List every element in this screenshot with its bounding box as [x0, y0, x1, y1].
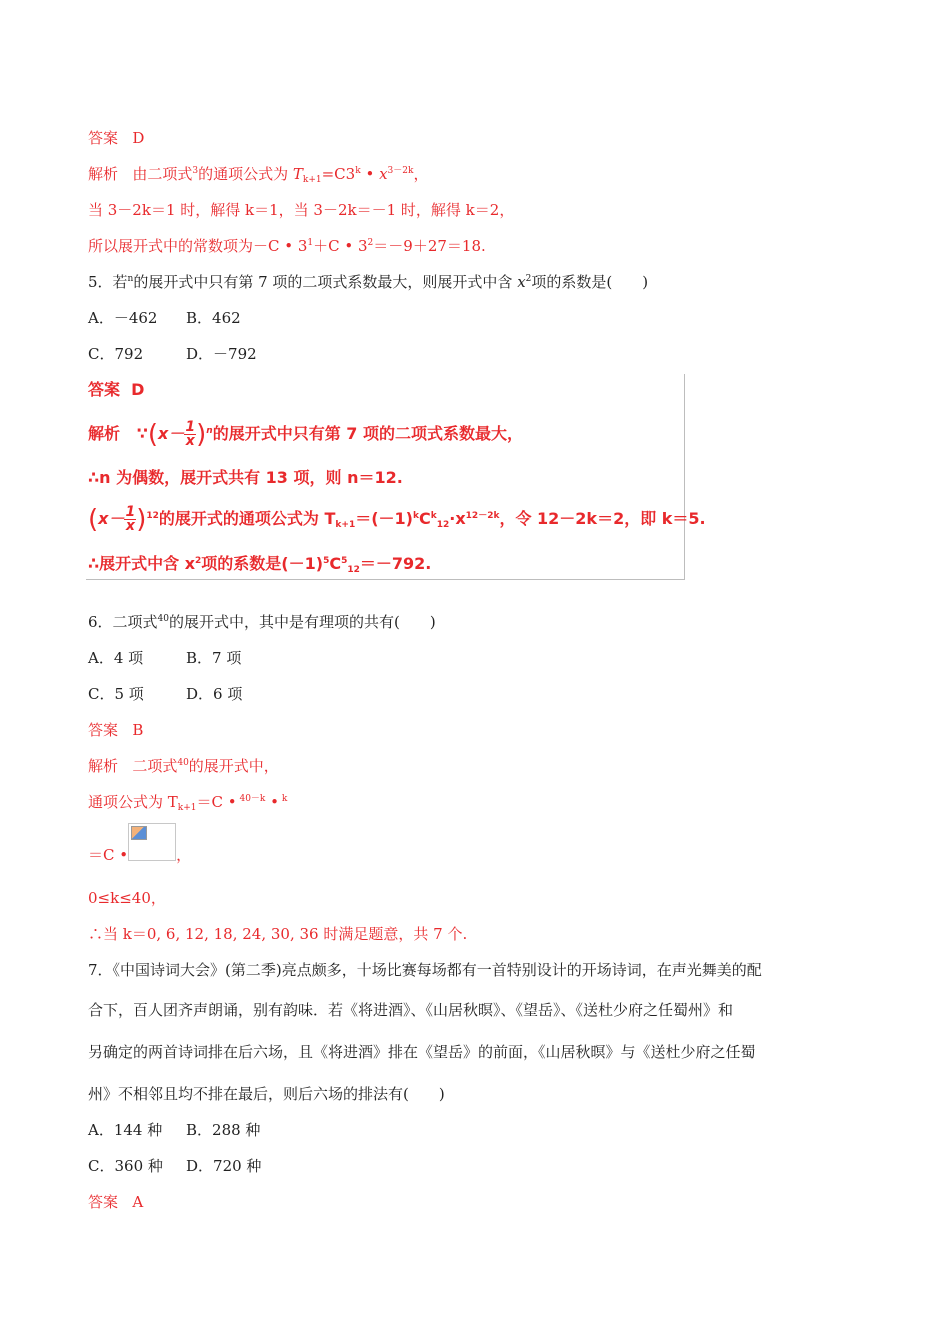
q7-option-b: B．288 种	[186, 1121, 261, 1139]
q5-option-c: C．792	[88, 345, 144, 363]
q4-analysis-line-2: 当 3－2k＝1 时，解得 k＝1，当 3－2k＝－1 时，解得 k＝2，	[88, 201, 515, 219]
broken-image-placeholder	[128, 823, 176, 861]
q7-option-d: D．720 种	[186, 1157, 262, 1175]
q7-option-c: C．360 种	[88, 1157, 163, 1175]
q7-options-row-1	[88, 1120, 260, 1140]
q6-options-row-2	[88, 684, 242, 704]
answer-value: D	[132, 129, 145, 147]
q5-stem: 5．若$^n$的展开式中只有第 7 项的二项式系数最大，则展开式中含 $x^2$项的系数是( )	[88, 273, 649, 291]
q6-option-d: D．6 项	[186, 685, 243, 703]
answer-value: A	[132, 1193, 144, 1211]
q6-options-row-1	[88, 648, 241, 668]
answer-label: 答案	[88, 721, 119, 739]
q5-analysis-line-2: ∴n 为偶数，展开式共有 13 项，则 n＝12.	[88, 468, 403, 487]
q5-options-row-1	[88, 308, 241, 328]
analysis-label: 解析	[88, 757, 119, 775]
q6-option-c: C．5 项	[88, 685, 144, 703]
q7-stem-line-4: 州》不相邻且均不排在最后，则后六场的排法有( )	[88, 1085, 445, 1103]
q6-analysis-line-4: 0≤k≤40，	[88, 889, 166, 907]
q7-stem-line-2: 合下，百人团齐声朗诵，别有韵味．若《将进酒》、《山居秋暝》、《望岳》、《送杜少府之任蜀州》和	[88, 1001, 734, 1019]
answer-value: B	[132, 721, 144, 739]
q6-analysis-line-5: ∴当 k＝0, 6, 12, 18, 24, 30, 36 时满足题意，共 7 个.	[88, 925, 468, 943]
fraction-1-over-x: $\frac{1}{x}$	[185, 419, 196, 449]
q6-option-a: A．4 项	[88, 649, 144, 667]
q4-analysis-line-1: 解析 由二项式$^3$的通项公式为 $T_{k+1}=C3^k$ • $x^{3-2k}$，	[88, 165, 429, 185]
q7-stem-line-3: 另确定的两首诗词排在后六场，且《将进酒》排在《望岳》的前面，《山居秋暝》与《送杜少府之任蜀	[88, 1043, 756, 1061]
answer-value: D	[131, 380, 145, 399]
answer-label: 答案	[88, 129, 119, 147]
q7-options-row-2	[88, 1156, 261, 1176]
q5-analysis-line-1: 解析 ∵(x－ $\frac{1}{x}$ )$^n$的展开式中只有第 7 项的二项式系数最大，	[88, 419, 523, 450]
q5-option-d: D．－792	[186, 345, 257, 363]
q6-answer	[88, 720, 143, 740]
answer-label: 答案	[88, 380, 121, 399]
answer-label: 答案	[88, 1193, 119, 1211]
q6-analysis-line-2: 通项公式为 $T_{k+1}=C$ • $^{40-k}$ • $^k$	[88, 793, 288, 813]
q4-analysis-line-3: 所以展开式中的常数项为－C • $3^1+C$ • $3^2=-9+27=18$.	[88, 237, 486, 255]
q6-analysis-line-1: 解析 二项式$^{40}$的展开式中，	[88, 757, 279, 775]
analysis-label: 解析	[88, 424, 121, 443]
q6-analysis-line-3: ＝C • ，	[88, 846, 192, 864]
q7-stem-line-1: 7．《中国诗词大会》(第二季)亮点颇多，十场比赛每场都有一首特别设计的开场诗词，在声光舞美的配	[88, 961, 762, 979]
q6-stem: 6．二项式$^{40}$的展开式中，其中是有理项的共有( )	[88, 613, 436, 631]
analysis-label: 解析	[88, 165, 119, 183]
q5-analysis-line-3: (x－ $\frac{1}{x}$ )$^{12}$的展开式的通项公式为 $T_{k+1}=(-1)^kC^k_{12}\cdot x^{12-2k}$，令 12－2k＝2，即 k＝5.	[88, 504, 706, 535]
q5-option-b: B．462	[186, 309, 241, 327]
q5-analysis-line-4: ∴展开式中含 $x^2$项的系数是$(-1)^5C^5_{12}=-792$.	[88, 554, 432, 575]
q7-option-a: A．144 种	[88, 1121, 163, 1139]
q5-options-row-2	[88, 344, 257, 364]
q6-option-b: B．7 项	[186, 649, 242, 667]
q5-answer	[88, 380, 144, 400]
q4-answer	[88, 128, 144, 148]
q7-answer	[88, 1192, 143, 1212]
image-icon	[131, 826, 147, 840]
q5-option-a: A．－462	[88, 309, 158, 327]
